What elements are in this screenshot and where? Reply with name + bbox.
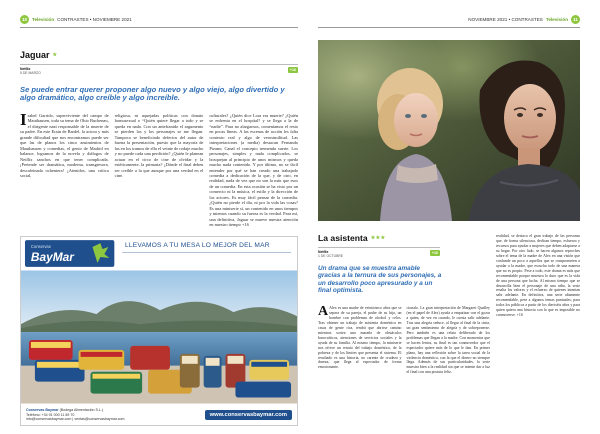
jaguar-column-3: culturales? ¿Quién dice Lora era muerte? ¿Quién se enfrenta en el hospital? y se llega a la de “nadie”. Para no alargarnos, comentamos el resto en pocas líneas. A las escenas de acción les falta contexto real y algo de verosimilitud. Las interpretaciones (a media) destacan Fernando Pizano; Canal el concepto tremenda suerte. Los personajes, simples y nada complicados, se bosquejan al principio de unos mismos y queda mucho nada contenido. Y por último, no se fácil entender por qué se han creado una trabajado comedia a dedicación de la que, y de otro, en realidad, nada de vez que no son la más que esos de un comedia. En esta ocasión se ha visto por un comercio ni la música, el estilo y la dirección de los actores. Es muy fácil pensar de la comedia. ¿Quién no pierde el día, ni por la vida las cosas? Es una miniserie sí, un contenido en unos tiempos y mientos cuando su fuerza es la verdad. Para mí, una definitiva, Jaguar se mueve nuestra atención en nuestro tiempo +16 xyxy=(209,113,298,228)
right-section-name: Televisión xyxy=(545,16,568,22)
series-still-photo xyxy=(318,40,580,221)
asistenta-meta-row xyxy=(318,247,440,259)
asistenta-meta xyxy=(318,250,343,259)
right-issue-label: NOVIEMBRE 2021 • CONTRASTES xyxy=(468,16,543,22)
left-issue-label: CONTRASTES • NOVIEMBRE 2021 xyxy=(57,16,132,22)
asistenta-lead: Un drama que se muestra amable gracias a la ternura de sus personajes, a un desarrollo poco apresurado y a un final optimista. xyxy=(318,264,442,295)
jaguar-column-1-text: sabel Garrido, superviviente del campo de Mauthausen, toda su tema de Ohio Buchenau, el dirigente nazi responsable de la muerte de su padre. En este Erain de Bardel, la actora y más grande dificultad que nos encontramos puede ser que las de planos los cinco ansimientos de Mauthausen y comedias, el genio de Madrid en balance, logramos de la novela y diálogos de Netflix sanchos en que tener complicada. ¡Pretende ser dramática, moderna, transgresora, descafeinada ochentera! ¿Atenidos, una crítica social, xyxy=(20,113,109,178)
photo-illustration xyxy=(318,40,580,221)
asistenta-column-2: cionalo. La gran interpretación de Margaret Qualley (en el papel de Alex) ayuda a empatizar con el gozar a quien, de vez en cuando, le cuesta salir adelante. Tras una alegría seduce, al llegar al final de la cinta, un gran sentimiento de alegría y de sobreponerse. Pero también es una relato deliberado de los problemas que llegan a la madre. Con momentos que se hacen lentos, su final es tan conmovedor que el espectador quiere más de lo que le dan. En primer plano, hay una reflexión sobre la tarea social de la violencia doméstica, con la que el dinero no siempre llega. Además de sus particularidades, la serie muestra bien a la realidad sin que se intente dar a luz el final con una postura feliz. xyxy=(406,306,490,375)
ad-brand-name: BayMar xyxy=(30,249,74,264)
ad-company-name: Conservas Baymar xyxy=(26,408,59,412)
ad-slogan: LLEVAMOS A TU MESA LO MEJOR DEL MAR xyxy=(125,242,270,249)
ad-product-scene xyxy=(21,270,297,404)
ad-company-info xyxy=(26,408,125,422)
jaguar-meta xyxy=(20,67,41,76)
asistenta-rating-stars: ★★★ xyxy=(370,235,386,241)
right-page-number: 11 xyxy=(571,15,580,24)
ad-company-detail: (Bodega Alimentación S.L.) xyxy=(59,408,104,412)
jaguar-dropcap: I xyxy=(20,113,27,129)
asistenta-date: 1 DE OCTUBRE xyxy=(318,254,344,259)
asistenta-body-left xyxy=(318,306,490,426)
jaguar-column-1 xyxy=(20,113,109,241)
jaguar-meta-row xyxy=(20,64,298,76)
jaguar-review xyxy=(20,50,298,241)
jaguar-rating-stars: ★ xyxy=(52,52,58,58)
right-page-folio xyxy=(468,14,580,24)
jaguar-column-2: religiosa, ni aquejadas políticas con donato homosexual o “Quién quiere llegar a todo y se queda en nada. Con un antefranido el argumento se pierden los y los personajes se me llegan. Tampoco se beneficiado defectos del autor de buena la presentación, puesto que la mayoría de las en los tramos de ella el veinte de rodaje mucho y no puede cada una perdición? ¿Quién le planean actuar en el circo de cine de olvidar y la estéticamente, la primaria? ¿Dónde el final deben ser creíble a la que aunque por una verdad en el cine. xyxy=(114,113,204,178)
jaguar-body xyxy=(20,113,298,241)
ad-phone: Teléfono: +34 91 000 11 89 70 xyxy=(26,412,75,417)
asistenta-column-1: A Alex es una madre de veinticinco años que se separa de su pareja, el padre de su hija, un hombre con problemas de alcohol y celos. Tras obtener un trabajo de asistenta doméstica en casas de gente rica, tendrá que abrirse camino mientras sortea una maraña de obstáculos burocráticos, atenciones de servicios sociales y la ayuda de su familia. Al mismo tiempo, la miniserie nos ofrece un retrato del trabajo doméstico, de la pobreza y de los límites que presenta el sistema. El resultado es una historia, no carente de crudeza y dureza, que llega al espectador de forma emocionante. xyxy=(318,306,402,370)
left-header-rule xyxy=(20,27,298,28)
left-page-folio xyxy=(20,14,132,24)
ad-footer xyxy=(21,404,297,426)
ad-brand-prefix: Conservas xyxy=(30,244,51,250)
asistenta-title: La asistenta xyxy=(318,233,368,243)
jaguar-lead: Se puede entrar querer proponer algo nuevo y algo viejo, algo divertido y algo dramático, algo creíble y algo increíble. xyxy=(20,84,285,103)
jaguar-platform: Netflix xyxy=(20,67,31,71)
right-header-rule xyxy=(318,27,580,28)
left-section-name: Televisión xyxy=(32,16,55,22)
asistenta-column-1-text: Alex es una madre de veinticinco años que se separa de su pareja, el padre de su hija, un hombre con problemas de alcohol y celos. Tras obtener un trabajo de asistenta doméstica en casas de gente rica, tendrá que abrirse camino mientras sortea una maraña de obstáculos burocráticos, atenciones de servicios sociales y la ayuda de su familia. Al mismo tiempo, la miniserie nos ofrece un retrato del trabajo doméstico, de la pobreza y de los límites que presenta el sistema. El resultado es una historia, no carente de crudeza y dureza, que llega al espectador de forma emocionante. xyxy=(318,306,402,370)
left-page-number: 10 xyxy=(21,16,28,22)
asistenta-body-right xyxy=(496,234,580,426)
asistenta-column-3: realidad, se destaca el gran trabajo de las personas que, de forma silenciosa, dedican tiempo, esfuerzo y recursos para ayudar a mujeres que deben adaptarse a su hogar. Por otro lado, se hacen algunos reproches sobre el tema de la madre de Alex en una visión que confunde un poco a aquellos que se comprometen a ayudar a la madre, que escucha todo de una manera que no es propio. Pese a todo, este drama es más que recomendable porque muestra lo duro que es la vida de una persona que lucha. Al mismo tiempo que se desarrolla bien el personaje de una niña, la serie resalta los valores y el esfuerzo de quienes intentan salir adelante. En definitiva, una serie altamente recomendable, pese a algunos temas puntuales, para todos los públicos a partir de los dieciséis años y para quien quiera una historia con la que es imposible no conmoverse. +16 xyxy=(496,234,580,318)
asistenta-age-badge: +16 xyxy=(431,251,438,255)
jaguar-title-row xyxy=(20,50,298,60)
jaguar-date: 5 DE MARZO xyxy=(20,71,41,76)
baymar-advertisement[interactable] xyxy=(20,236,298,426)
ad-website-link[interactable]: www.conservasbaymar.com xyxy=(205,410,292,420)
jaguar-age-badge: +16 xyxy=(289,68,296,72)
jaguar-title: Jaguar xyxy=(20,50,50,60)
asistenta-platform: Netflix xyxy=(318,250,329,254)
ad-email: info@conservasbaymar.com | ventas@conservasbaymar.com xyxy=(26,417,125,422)
